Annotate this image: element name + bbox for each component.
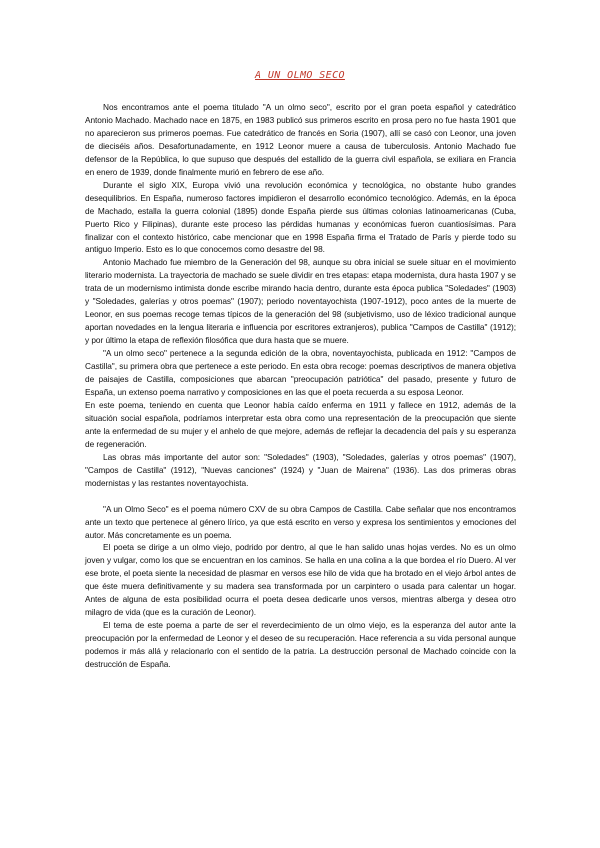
paragraph-summary: El poeta se dirige a un olmo viejo, podrido por dentro, al que le han salido unas hojas verdes. No es un olmo joven y vulgar, como los que se encuentran en los caminos. Se halla en una colina a la que bordea el río Duero. Al ver ese brote, el poeta siente la necesidad de plasmar en versos ese hilo de vida que ha brotado en el viejo árbol antes de que éste muera definitivamente y su madera sea transformada por un carpintero o usada para calentar un hogar. Antes de alguna de esta posibilidad ocurra el poeta desea dedicarle unos versos, mientras alberga y desea otro milagro de vida (que es la curación de Leonor). xyxy=(85,542,516,618)
document-body xyxy=(85,101,516,671)
paragraph-genre: "A un Olmo Seco" es el poema número CXV de su obra Campos de Castilla. Cabe señalar que nos encontramos ante un texto que pertenece al género lírico, ya que está escrito en verso y expresa los sentimientos y emociones del autor. Más concretamente es un poema. xyxy=(85,503,516,540)
paragraph-literary-stages: Antonio Machado fue miembro de la Generación del 98, aunque su obra inicial se suele situar en el movimiento literario modernista. La trayectoria de machado se suele dividir en tres etapas: etapa modernista, dura hasta 1907 y se trata de un modernismo intimista donde escribe mirando hacia dentro, durante esta época publica "Soledades" (1903) y "Soledades, galerías y otros poemas" (1907); periodo noventayochista (1907-1912), poco antes de la muerte de Leonor, en sus poemas recoge temas típicos de la generación del 98 (subjetivismo, uso de léxico tradicional aunque aportan novedades en la lengua literaria e influencia por escritores extranjeros), publica "Campos de Castilla" (1912); y por último la etapa de reflexión filosófica que dura hasta que se muere. xyxy=(85,257,516,346)
paragraph-interpretation: En este poema, teniendo en cuenta que Leonor había caído enferma en 1911 y fallece en 1912, además de la situación social española, podríamos interpretar esta obra como una representación de la preocupación que siente ante la enfermedad de su mujer y el anhelo de que mejore, además de reflejar la decadencia del país y su esperanza de regeneración. xyxy=(85,399,516,449)
paragraph-theme: El tema de este poema a parte de ser el reverdecimiento de un olmo viejo, es la esperanza del autor ante la preocupación por la enfermedad de Leonor y el deseo de su recuperación. Hace referencia a su vida personal aunque podemos ir más allá y relacionarlo con el sentido de la patria. La destrucción personal de Machado coincide con la destrucción de España. xyxy=(85,620,516,670)
paragraph-historical-context: Durante el siglo XIX, Europa vivió una revolución económica y tecnológica, no obstante hubo grandes desequilibrios. En España, numeroso factores impidieron el desarrollo económico tecnológico. Además, en la época de Machado, estalla la guerra colonial (1895) donde España pierde sus últimas colonias latinoamericanas (Cuba, Puerto Rico y Filipinas), durante este proceso las pérdidas humanas y económicas fueron cuantiosísimas. Para finalizar con el contexto histórico, cabe mencionar que en 1998 España firma el Tratado de París y pierde todo su antiguo Imperio. Esto es lo que conocemos como desastre del 98. xyxy=(85,179,516,255)
paragraph-gap xyxy=(85,490,516,503)
paragraph-campos-de-castilla: "A un olmo seco" pertenece a la segunda edición de la obra, noventayochista, publicada en 1912: "Campos de Castilla", su primera obra que pertenece a este periodo. En esta obra recoge: poemas descriptivos de manera objetiva de paisajes de Castilla, composiciones que abarcan "preocupación patriótica" del pasado, presente y futuro de España, un extenso poema narrativo y composiciones en las que el poeta recuerda a su esposa Leonor. xyxy=(85,348,516,397)
document-title: A UN OLMO SECO xyxy=(255,70,345,81)
paragraph-main-works: Las obras más importante del autor son: "Soledades" (1903), "Soledades, galerías y otros poemas" (1907), "Campos de Castilla" (1912), "Nuevas canciones" (1924) y "Juan de Mairena" (1936). Las dos primeras obras modernistas y las restantes noventayochista. xyxy=(85,451,516,488)
paragraph-author-bio: Nos encontramos ante el poema titulado "A un olmo seco", escrito por el gran poeta español y catedrático Antonio Machado. Machado nace en 1875, en 1983 publicó sus primeros escrito en prosa pero no fue hasta 1901 que no aparecieron sus primeros poemas. Fue catedrático de francés en Soria (1907), allí se casó con Leonor, una joven de dieciséis años. Desafortunadamente, en 1912 Leonor muere a causa de tuberculosis. Antonio Machado fue defensor de la República, lo que supuso que después del estallido de la guerra civil española, se exiliara en Francia en enero de 1939, donde finalmente murió en febrero de ese año. xyxy=(85,102,516,177)
